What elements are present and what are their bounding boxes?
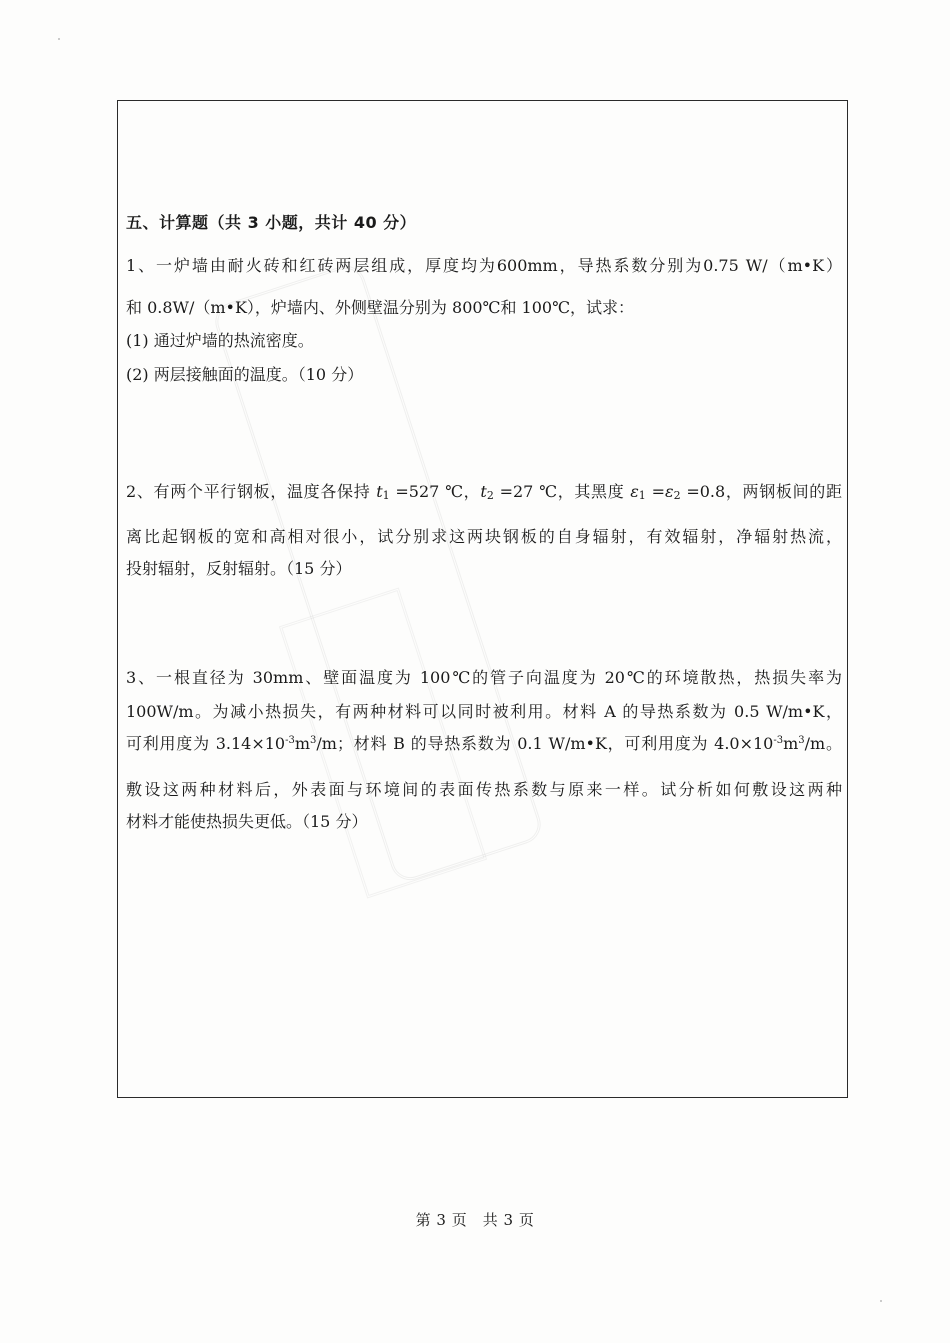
q2-text-e: =0.8，两钢板间的距 (680, 482, 842, 501)
q1-part-1: (1) 通过炉墙的热流密度。 (126, 331, 314, 350)
q1-line-1: 1、一炉墙由耐火砖和红砖两层组成，厚度均为600mm，导热系数分别为0.75 W/（m•K） (126, 256, 842, 275)
q3-text-c: /m；材料 B 的导热系数为 0.1 W/m•K，可利用度为 4.0×10 (316, 734, 774, 753)
answer-frame (117, 100, 848, 1098)
q2-e2-sub: 2 (673, 489, 681, 502)
q2-t1-sub: 1 (382, 489, 390, 502)
q2-t1: t (376, 482, 383, 501)
scan-speck (58, 38, 60, 40)
q3-text-d: m (783, 734, 799, 753)
q2-text-d: = (645, 482, 665, 501)
q3-text-a: 可利用度为 3.14×10 (126, 734, 286, 753)
q3-text-b: m (294, 734, 311, 753)
q2-line-1 (126, 482, 842, 506)
q3-exp-1: -3 (285, 735, 295, 746)
q2-line-3: 投射辐射，反射辐射。（15 分） (126, 559, 352, 578)
q2-text-c: =27 ℃，其黑度 (493, 482, 631, 501)
section-title: 五、计算题（共 3 小题，共计 40 分） (126, 213, 417, 232)
q2-text-b: =527 ℃， (389, 482, 481, 501)
q3-line-5: 材料才能使热损失更低。（15 分） (126, 812, 368, 831)
q2-t2-sub: 2 (486, 489, 494, 502)
q2-e1: ε (630, 482, 639, 501)
scan-speck (880, 1300, 882, 1302)
q3-line-1: 3、一根直径为 30mm、壁面温度为 100℃的管子向温度为 20℃的环境散热，热损失率为 (126, 668, 842, 687)
q1-part-2: (2) 两层接触面的温度。（10 分） (126, 365, 364, 384)
q3-line-4: 敷设这两种材料后，外表面与环境间的表面传热系数与原来一样。试分析如何敷设这两种 (126, 780, 842, 799)
q2-e1-sub: 1 (638, 489, 646, 502)
q3-exp-3: -3 (773, 735, 784, 746)
q3-text-e: /m。 (804, 734, 842, 753)
q2-line-2: 离比起钢板的宽和高相对很小，试分别求这两块钢板的自身辐射，有效辐射，净辐射热流， (126, 527, 842, 546)
q1-line-2: 和 0.8W/（m•K），炉墙内、外侧壁温分别为 800℃和 100℃，试求： (126, 298, 634, 317)
q2-e2: ε (664, 482, 674, 501)
q3-line-3 (126, 734, 842, 754)
q2-text-a: 2、有两个平行钢板，温度各保持 (126, 482, 377, 501)
q3-exp-4: 3 (798, 735, 805, 746)
q3-exp-2: 3 (310, 735, 317, 746)
q2-t2: t (480, 482, 487, 501)
q3-line-2: 100W/m。为减小热损失，有两种材料可以同时被利用。材料 A 的导热系数为 0.5 W/m•K， (126, 702, 842, 721)
page-footer: 第 3 页 共 3 页 (415, 1211, 535, 1229)
